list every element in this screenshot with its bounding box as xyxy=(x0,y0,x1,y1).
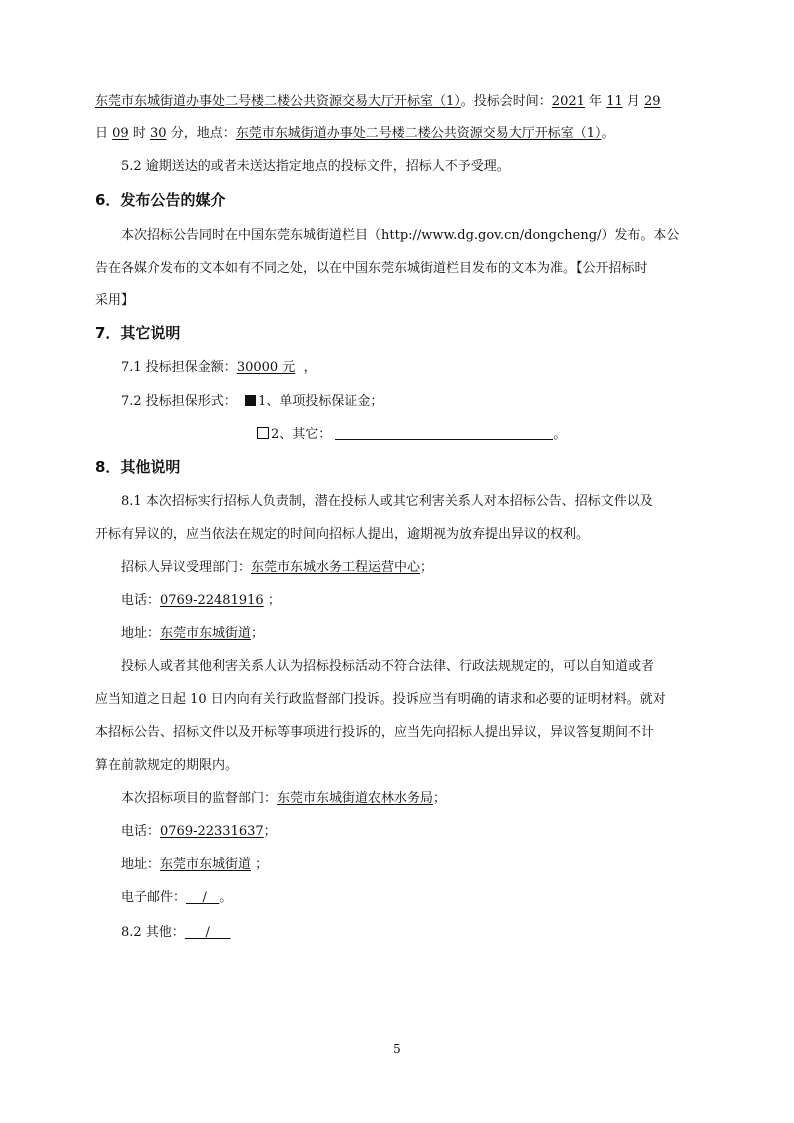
supervision-email: 电子邮件： / 。 xyxy=(121,890,233,905)
year-value: 2021 xyxy=(551,94,585,109)
supervision-address: 地址：东莞市东城街道 ； xyxy=(121,857,269,872)
objection-address-value: 东莞市东城街道 xyxy=(160,626,252,641)
hour-value: 09 xyxy=(112,126,129,141)
complaint-line1: 投标人或者其他利害关系人认为招标投标活动不符合法律、行政法规规定的，可以自知道或者 xyxy=(121,659,655,674)
other-form-blank xyxy=(335,427,553,440)
section6-heading: 6．发布公告的媒介 xyxy=(95,191,226,209)
section5-line2: 日 09 时 30 分，地点：东莞市东城街道办事处二号楼二楼公共资源交易大厅开标室（1）。 xyxy=(95,126,615,141)
supervision-dept-value: 东莞市东城街道农林水务局 xyxy=(277,791,434,806)
bid-location: 东莞市东城街道办事处二号楼二楼公共资源交易大厅开标室（1） xyxy=(235,126,602,141)
page-number: 5 xyxy=(393,1042,401,1056)
checked-box-icon xyxy=(245,395,256,406)
complaint-line4: 算在前款规定的期限内。 xyxy=(95,758,239,773)
objection-phone-value: 0769-22481916 xyxy=(160,593,264,608)
section6-line3: 采用】 xyxy=(95,293,135,308)
clause-8-2: 8.2 其他： / xyxy=(121,925,231,941)
guarantee-option-2: 2、其它： 。 xyxy=(257,427,566,443)
clause-7-1: 7.1 投标担保金额：30000 元 ， xyxy=(121,360,317,375)
section8-heading: 8．其他说明 xyxy=(95,458,181,476)
bid-opening-venue: 东莞市东城街道办事处二号楼二楼公共资源交易大厅开标室（1） xyxy=(95,94,461,109)
day-value: 29 xyxy=(644,94,661,109)
clause-8-1-line2: 开标有异议的，应当依法在规定的时间向招标人提出，逾期视为放弃提出异议的权利。 xyxy=(95,527,590,542)
objection-dept-value: 东莞市东城水务工程运营中心 xyxy=(251,560,421,575)
clause-7-2: 7.2 投标担保形式： 1、单项投标保证金； xyxy=(121,394,384,409)
guarantee-amount: 30000 元 xyxy=(236,360,296,375)
clause-8-1-line1: 8.1 本次招标实行招标人负责制，潜在投标人或其它利害关系人对本招标公告、招标文件以及 xyxy=(121,494,653,509)
section6-line1: 本次招标公告同时在中国东莞东城街道栏目（http://www.dg.gov.cn/dongcheng/）发布。本公 xyxy=(121,228,680,243)
objection-dept: 招标人异议受理部门：东莞市东城水务工程运营中心； xyxy=(121,560,434,575)
supervision-phone: 电话：0769-22331637； xyxy=(121,824,277,839)
unchecked-box-icon xyxy=(257,427,269,439)
supervision-dept: 本次招标项目的监督部门：东莞市东城街道农林水务局； xyxy=(121,791,447,806)
complaint-line3: 本招标公告、招标文件以及开标等事项进行投诉的，应当先向招标人提出异议，异议答复期间不计 xyxy=(95,725,655,740)
clause-8-2-value: / xyxy=(205,925,210,940)
clause-5-2: 5.2 逾期送达的或者未送达指定地点的投标文件，招标人不予受理。 xyxy=(121,159,510,174)
section7-heading: 7．其它说明 xyxy=(95,324,181,342)
email-value: / xyxy=(202,890,207,905)
objection-phone: 电话：0769-22481916 ； xyxy=(121,593,281,608)
minute-value: 30 xyxy=(150,126,167,141)
supervision-address-value: 东莞市东城街道 xyxy=(160,857,252,872)
section5-line1: 东莞市东城街道办事处二号楼二楼公共资源交易大厅开标室（1）。投标会时间：2021 年 11 月 29 xyxy=(95,94,661,109)
objection-address: 地址：东莞市东城街道； xyxy=(121,626,265,641)
complaint-line2: 应当知道之日起 10 日内向有关行政监督部门投诉。投诉应当有明确的请求和必要的证明材料。就对 xyxy=(95,692,666,707)
supervision-phone-value: 0769-22331637 xyxy=(160,824,264,839)
section6-line2: 告在各媒介发布的文本如有不同之处，以在中国东莞东城街道栏目发布的文本为准。【公开招标时 xyxy=(95,261,648,276)
month-value: 11 xyxy=(606,94,623,109)
